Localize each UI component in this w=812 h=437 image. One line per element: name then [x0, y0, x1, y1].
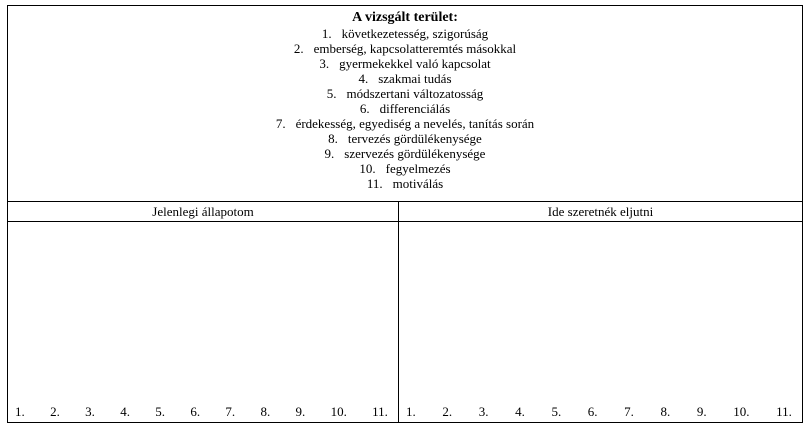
scale-number: 2.: [50, 404, 60, 419]
list-item-number: 11.: [366, 176, 383, 191]
scale-number: 4.: [515, 404, 525, 419]
list-item-label: érdekesség, egyediség a nevelés, tanítás során: [295, 116, 535, 131]
scale-number: 7.: [624, 404, 634, 419]
list-item-number: 1.: [321, 26, 332, 41]
examined-area-cell: [8, 6, 802, 202]
list-item-1: [8, 26, 802, 41]
list-item-label: emberség, kapcsolatteremtés másokkal: [313, 41, 517, 56]
list-item-label: gyermekekkel való kapcsolat: [339, 56, 491, 71]
list-item-label: differenciálás: [379, 101, 451, 116]
scale-number: 9.: [696, 404, 707, 419]
scale-number: 3.: [478, 404, 489, 419]
list-item-5: [8, 86, 802, 101]
list-item-label: szakmai tudás: [378, 71, 452, 86]
list-item-label: következetesség, szigorúság: [341, 26, 489, 41]
scale-number: 2.: [442, 404, 453, 419]
scale-number: 1.: [15, 404, 25, 419]
column-header-row: [8, 202, 802, 222]
list-item-number: 2.: [293, 41, 304, 56]
list-item-label: fegyelmezés: [385, 161, 451, 176]
scale-number: 10.: [330, 404, 347, 419]
list-item-label: motiválás: [392, 176, 444, 191]
list-item-number: 6.: [359, 101, 370, 116]
list-item-number: 9.: [324, 146, 335, 161]
list-item-number: 5.: [326, 86, 337, 101]
scale-number: 3.: [85, 404, 95, 419]
scale-number: 5.: [551, 404, 562, 419]
list-item-number: 7.: [275, 116, 286, 131]
list-item-label: tervezés gördülékenysége: [347, 131, 482, 146]
list-item-label: szervezés gördülékenysége: [344, 146, 486, 161]
list-item-7: [8, 116, 802, 131]
scale-number: 8.: [660, 404, 671, 419]
scale-number: 7.: [225, 404, 236, 419]
scale-number: 6.: [587, 404, 598, 419]
list-item-number: 4.: [358, 71, 369, 86]
list-item-2: [8, 41, 802, 56]
list-item-label: módszertani változatosság: [346, 86, 484, 101]
examined-area-title: A vizsgált terület:: [352, 10, 458, 25]
current-state-scale: [8, 404, 398, 419]
list-item-10: [8, 161, 802, 176]
list-item-number: 3.: [319, 56, 330, 71]
list-item-6: [8, 101, 802, 116]
list-item-number: 8.: [328, 131, 338, 146]
list-item-9: [8, 146, 802, 161]
scale-number: 4.: [120, 404, 130, 419]
list-item-number: 10.: [359, 161, 376, 176]
scale-number: 10.: [733, 404, 750, 419]
target-state-header: Ide szeretnék eljutni: [398, 202, 802, 221]
target-state-answer-cell: [398, 222, 802, 422]
list-item-4: [8, 71, 802, 86]
list-item-11: [8, 176, 802, 191]
scale-number: 1.: [406, 404, 416, 419]
scale-number: 9.: [295, 404, 306, 419]
worksheet-table: [7, 5, 803, 423]
list-item-8: [8, 131, 802, 146]
scale-number: 5.: [155, 404, 165, 419]
list-item-3: [8, 56, 802, 71]
current-state-header: Jelenlegi állapotom: [152, 204, 254, 219]
target-state-scale: [399, 404, 802, 419]
current-state-answer-cell: [8, 222, 398, 422]
scale-number: 11.: [372, 404, 388, 419]
scale-number: 11.: [776, 404, 792, 419]
scale-number: 6.: [190, 404, 201, 419]
answer-area-row: [8, 222, 802, 422]
scale-number: 8.: [260, 404, 271, 419]
